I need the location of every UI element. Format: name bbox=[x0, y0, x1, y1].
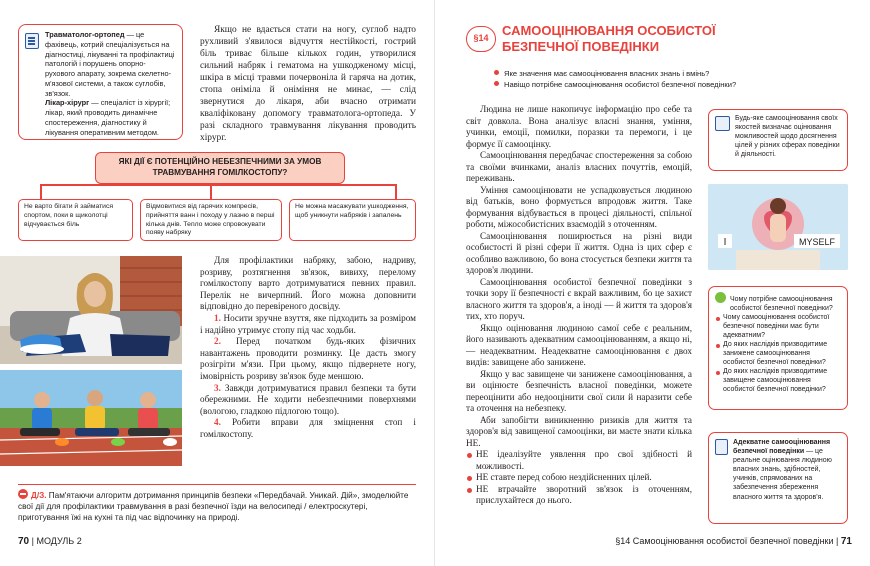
orthopedist-definition: — це фахівець, котрий спеціалізується на діагностиці, лікуванні та профілактиці патологій і порушень опорно-рухового апарату, зокрема скелетно-м'язової системи, а також суглобів, зв'язок. bbox=[45, 30, 175, 98]
rule-number: 2. bbox=[214, 336, 221, 347]
illustration-myself bbox=[708, 184, 848, 270]
question-text: Навіщо потрібне самооцінювання особистої безпечної поведінки? bbox=[504, 80, 737, 89]
photo-woman-shoes bbox=[0, 256, 182, 364]
rule-1 bbox=[200, 313, 416, 336]
adequate-definition: — це реальне оцінювання людиною власних знань, здібностей, учинків, спрямованих на забезпечення збереження власного життя та здоров'я. bbox=[733, 448, 832, 501]
not-list-item: НЕ ставте перед собою нездійсненних цілей. bbox=[466, 472, 692, 484]
danger-box-2 bbox=[140, 199, 282, 241]
prevention-intro: Для профілактики набряку, забою, надриву, розриву, розтягнення зв'язок, вивиху, перелому гомілкостопу варто дотримуватися певних правил. Перелік не вичерпний. Його можна доповнити відповідно до перевіреного досвіду. bbox=[200, 255, 416, 312]
question-banner: ЯКІ ДІЇ Є ПОТЕНЦІЙНО НЕБЕЗПЕЧНИМИ ЗА УМОВ ТРАВМУВАННЯ ГОМІЛКОСТОПУ? bbox=[95, 152, 345, 184]
danger-text-1: Не варто бігати й займатися спортом, поки в щиколотці відчувається біль bbox=[24, 203, 114, 228]
paragraph: Якщо у вас завищене чи занижене самооцінювання, а ви оцінюєте безпечність власної поведінки, можете переоцінити або недооцінити свої сили й наразити себе та оточення на небезпеку. bbox=[466, 368, 692, 413]
connector-line bbox=[40, 184, 42, 199]
danger-text-2: Відмовитися від гарячих компресів, прийняття ванн і походу у лазню в перші кілька днів. Тепло може спровокувати появу набряку bbox=[146, 203, 275, 237]
section-questions bbox=[494, 68, 794, 90]
page-number: 70 bbox=[18, 536, 30, 547]
question-row: Чому самооцінювання особистої безпечної поведінки має бути адекватним? bbox=[715, 314, 842, 341]
minus-circle-icon bbox=[18, 489, 28, 499]
question-row: До яких наслідків призводитиме занижене самооцінювання особистої безпечної поведінки? bbox=[715, 341, 842, 368]
notepad-icon bbox=[715, 116, 730, 131]
section-badge: §14 bbox=[466, 26, 496, 52]
illustration-word: MYSELF bbox=[798, 237, 836, 247]
rule-number: 4. bbox=[214, 417, 221, 428]
section-title: САМООЦІНЮВАННЯ ОСОБИСТОЇ БЕЗПЕЧНОЇ ПОВЕДІНКИ bbox=[502, 23, 716, 54]
danger-text-3: Не можна масажувати ушкодження, щоб уникнути набряків і запалень bbox=[295, 203, 409, 219]
term-surgeon: Лікар-хірург bbox=[45, 98, 90, 108]
connector-line bbox=[210, 184, 212, 199]
rule-4 bbox=[200, 417, 416, 440]
bullet-icon bbox=[494, 81, 499, 86]
rule-text: Робити вправи для зміцнення стоп і гомілкостопу. bbox=[200, 417, 416, 439]
rule-number: 1. bbox=[214, 312, 221, 323]
question-text: Яке значення має самооцінювання власних знань і вмінь? bbox=[504, 69, 710, 78]
footer-section: §14 Самооцінювання особистої безпечної поведінки bbox=[615, 536, 834, 546]
danger-box-1 bbox=[18, 199, 133, 241]
danger-box-3 bbox=[289, 199, 416, 241]
intro-text bbox=[200, 24, 416, 144]
term-orthopedist: Травматолог-ортопед bbox=[45, 30, 125, 39]
prevention-rules bbox=[200, 255, 416, 441]
rule-text: Перед початком будь-яких фізичних навантажень проводити розминку. Це дасть змогу розігріти м'язи. При цьому, якщо підвернете ногу, імовірність розриву зв'язок буде меншою. bbox=[200, 336, 416, 381]
connector-line bbox=[40, 184, 395, 186]
homework-block bbox=[18, 484, 416, 524]
rule-3 bbox=[200, 383, 416, 418]
paragraph: Уміння самооцінювати не успадковується людиною від батьків, воно формується впродовж життя. Таке формування відбувається в процесі діяльності, спільної роботи, міжособистісних взаємодій з оточенням. bbox=[466, 184, 692, 229]
paragraph: Аби запобігти виникненню ризиків для життя та здоров'я від завищеної самооцінки, ви маєте знати кількa НЕ. bbox=[466, 414, 692, 448]
footer-right: §14 Самооцінювання особистої безпечної поведінки | 71 bbox=[615, 536, 852, 547]
paragraph: Самооцінювання передбачає спостереження за собою та своїми вчинками, аналіз власних почуттів, емоцій, переживань. bbox=[466, 150, 692, 183]
questions-title-text: Чому потрібне самооцінювання особистої безпечної поведінки? bbox=[730, 296, 833, 312]
page-number: 71 bbox=[840, 536, 852, 547]
rule-number: 3. bbox=[214, 382, 221, 393]
note-text: Будь-яке самооцінювання своїх якостей визначає оцінювання можливостей щодо досягнення цілей у різних сферах поведінки й діяльності. bbox=[735, 115, 840, 159]
question-icon bbox=[715, 292, 726, 303]
bullet-icon bbox=[494, 70, 499, 75]
question-item bbox=[494, 68, 794, 79]
connector-line bbox=[395, 184, 397, 199]
not-list-item: НЕ втрачайте зворотний зв'язок із оточенням, прислухайтеся до нього. bbox=[466, 484, 692, 507]
paragraph: Якщо оцінювання людиною самої себе є реальним, його називають адекватним самооцінюванням, а якщо ні, — неадекватним. Неадекватне самооцінювання є двох видів: завищене або занижене. bbox=[466, 322, 692, 367]
footer-module: МОДУЛЬ 2 bbox=[36, 536, 82, 546]
questions-box bbox=[708, 286, 848, 410]
paragraph: Людина не лише накопичує інформацію про себе та світ довкола. Вона аналізує власні знання, уміння, учинки, емоції, помилки, поразки та перемоги, і це формує її самооцінку. bbox=[466, 104, 692, 149]
not-list-item: НЕ ідеалізуйте уявлення про свої здібності й можливості. bbox=[466, 449, 692, 472]
rule-2 bbox=[200, 336, 416, 382]
main-text bbox=[466, 104, 692, 507]
note-box-self-assessment bbox=[708, 109, 848, 171]
question-item bbox=[494, 79, 794, 90]
paragraph: Самооцінювання особистої безпечної поведінки з точки зору її безпечності є вкрай важливим, бо це захист власного життя та здоров'я, а іноді — й життя та здоров'я тих, хто поруч. bbox=[466, 276, 692, 321]
surgeon-definition: — спеціаліст із хірургії; лікар, який проводить динамічне спостереження, діагностику й лікування оперативним методом. bbox=[45, 98, 171, 137]
page-divider bbox=[434, 0, 435, 566]
photo-children-stretching bbox=[0, 370, 182, 466]
homework-text: Пам'ятаючи алгоритм дотримання принципів безпеки «Передбачай. Уникай. Дій», змоделюйте свої дії для профілактики травмування в разі безпечної їзди на велосипеді / електроскутері, приготування їжі на кухні та під час відпочинку на природі. bbox=[18, 491, 409, 522]
rule-text: Завжди дотримуватися правил безпеки та бути обережними. Не ходити небезпечними поверхнями (вологою, гладкою підлогою тощо). bbox=[200, 382, 416, 416]
book-icon bbox=[25, 33, 39, 49]
illustration-letter: I bbox=[723, 237, 727, 248]
definition-box-adequate bbox=[708, 432, 848, 524]
footer-left: 70 | МОДУЛЬ 2 bbox=[18, 536, 82, 547]
rule-text: Носити зручне взуття, яке підходить за розміром і надійно утримує стопу під час ходьби. bbox=[200, 312, 416, 335]
definition-box bbox=[18, 24, 183, 140]
questions-box-title bbox=[715, 292, 842, 314]
homework-label: Д/З. bbox=[31, 491, 47, 500]
paragraph: Самооцінювання поширюється на різні види особистості й різні сфери її життя. Одна із цих сфер є особливо важливою, бо вона стосується безпеки життя та здоров'я людини. bbox=[466, 230, 692, 275]
book-icon bbox=[715, 439, 728, 455]
adequate-term: Адекватне самооцінювання безпечної поведінки bbox=[733, 439, 831, 456]
intro-paragraph: Якщо не вдається стати на ногу, суглоб надто рухливий з'явилося відчуття нестійкості, гострий біль триває більше кількох годин, утворилися сильний набряк і гематома на ушкодженому місці, шкіра в місці травми почервоніла й гаряча на дотик, стопа оніміла й оніміння не минає, — слід звернутися до лікаря, аби вчасно отримати кваліфіковану допомогу травматолога-ортопеда. У разі складного травмування лікування проводить хірург. bbox=[200, 25, 416, 144]
question-row: До яких наслідків призводитиме завищене самооцінювання особистої безпечної поведінки? bbox=[715, 368, 842, 395]
